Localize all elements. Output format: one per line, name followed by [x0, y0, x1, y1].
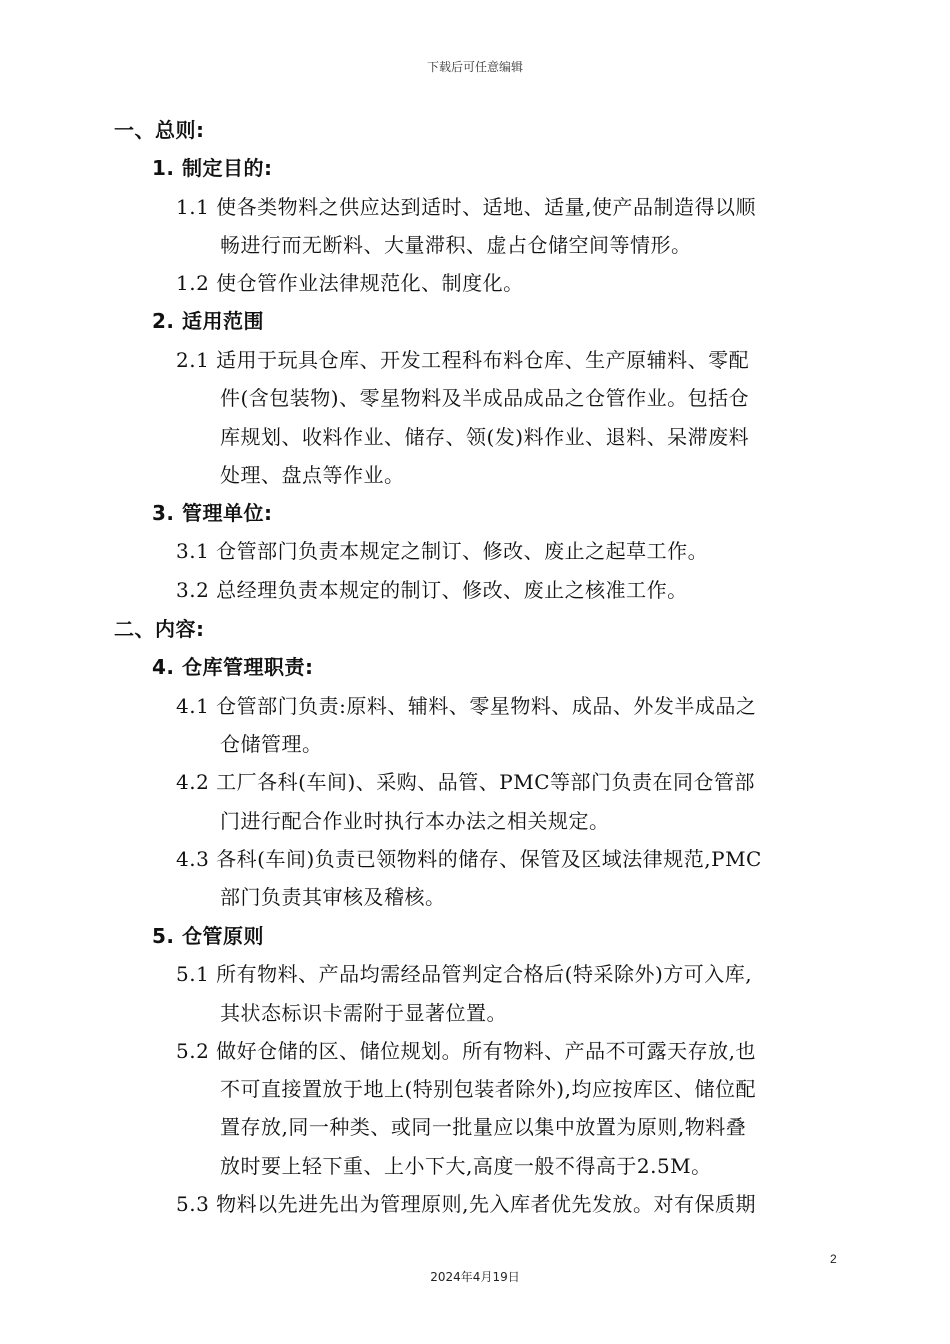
body-line: 件(含包装物)、零星物料及半成品成品之仓管作业。包括仓: [220, 386, 750, 410]
body-line: 5.2 做好仓储的区、储位规划。所有物料、产品不可露天存放,也: [176, 1039, 757, 1063]
body-line: 其状态标识卡需附于显著位置。: [220, 1001, 507, 1025]
body-line: 畅进行而无断料、大量滞积、虚占仓储空间等情形。: [220, 233, 692, 257]
body-line: 置存放,同一种类、或同一批量应以集中放置为原则,物料叠: [220, 1115, 747, 1139]
body-line: 4.2 工厂各科(车间)、采购、品管、PMC等部门负责在同仓管部: [176, 770, 756, 794]
body-line: 3.1 仓管部门负责本规定之制订、修改、废止之起草工作。: [176, 539, 709, 563]
body-line: 3.2 总经理负责本规定的制订、修改、废止之核准工作。: [176, 578, 688, 602]
body-line: 2. 适用范围: [152, 309, 264, 333]
body-line: 部门负责其审核及稽核。: [220, 885, 446, 909]
body-line: 仓储管理。: [220, 732, 323, 756]
body-line: 2.1 适用于玩具仓库、开发工程科布料仓库、生产原辅料、零配: [176, 348, 750, 372]
page-header: 下载后可任意编辑: [426, 60, 523, 74]
body-line: 库规划、收料作业、储存、领(发)料作业、退料、呆滞废料: [220, 425, 750, 449]
body-line: 4.1 仓管部门负责:原料、辅料、零星物料、成品、外发半成品之: [176, 694, 757, 718]
body-line: 不可直接置放于地上(特别包装者除外),均应按库区、储位配: [220, 1077, 756, 1101]
body-line: 1. 制定目的:: [152, 156, 273, 180]
body-line: 处理、盘点等作业。: [220, 463, 405, 487]
body-line: 4. 仓库管理职责:: [152, 655, 314, 679]
body-line: 5.1 所有物料、产品均需经品管判定合格后(特采除外)方可入库,: [176, 962, 753, 986]
body-line: 5.3 物料以先进先出为管理原则,先入库者优先发放。对有保质期: [176, 1192, 757, 1216]
page-number: 2: [830, 1252, 837, 1266]
body-line: 1.1 使各类物料之供应达到适时、适地、适量,使产品制造得以顺: [176, 195, 757, 219]
body-line: 4.3 各科(车间)负责已领物料的储存、保管及区域法律规范,PMC: [176, 847, 762, 871]
body-line: 1.2 使仓管作业法律规范化、制度化。: [176, 271, 524, 295]
page-footer-date: 2024年4月19日: [430, 1270, 520, 1284]
body-line: 放时要上轻下重、上小下大,高度一般不得高于2.5M。: [220, 1154, 712, 1178]
body-line: 5. 仓管原则: [152, 924, 264, 948]
body-line: 3. 管理单位:: [152, 501, 273, 525]
body-line: 二、内容:: [114, 617, 205, 641]
body-line: 一、总则:: [114, 118, 205, 142]
body-line: 门进行配合作业时执行本办法之相关规定。: [220, 809, 610, 833]
